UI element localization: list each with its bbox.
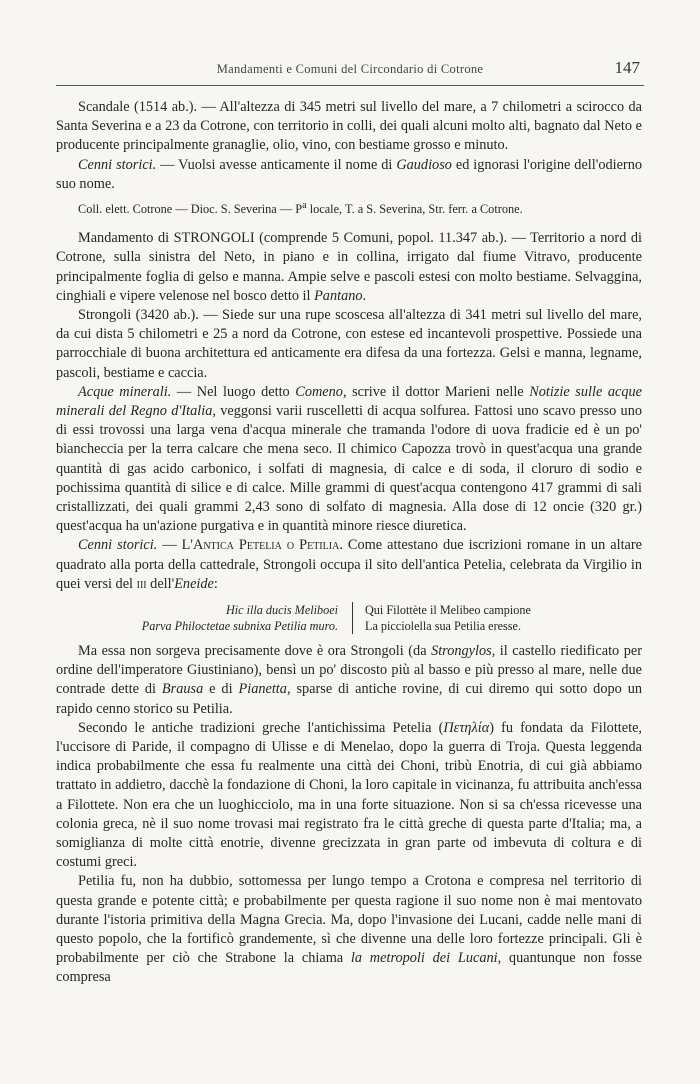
italic-term: Strongylos xyxy=(431,642,492,659)
text: Strongoli (3420 ab.). — Siede sur una rupe scoscesa all'altezza di 341 metri sul livello del mare, da cui dista 5 chilometri e 25 a nord da Cotrone, con estese ed incantevoli prospettive. Possiede una parrocchiale di buona architettura ed anticamente era difesa da una fortezza. Gelsi e manna, legname, pascoli, bestiame e caccia. xyxy=(56,306,642,381)
text: , quantunque non fosse compresa xyxy=(56,950,642,986)
text: dell' xyxy=(146,575,175,592)
text: , il castello riedificato per ordine dell'imperatore Giustiniano), bensì un po' discosto più al basso e più presso al mare, nelle due contrade dette di xyxy=(56,642,642,698)
mandamento-name: STRONGOLI xyxy=(173,230,255,247)
page-number: 147 xyxy=(614,58,640,77)
greek-term: Πετηλία xyxy=(443,719,490,736)
text: , scrive il dottor Marieni nelle xyxy=(342,383,530,400)
verse-line: La picciolella sua Petilia eresse. xyxy=(365,618,522,633)
text: Mandamento di xyxy=(78,230,174,247)
verse-quote xyxy=(56,602,642,634)
text: Ma essa non sorgeva precisamente dove è ora Strongoli (da xyxy=(78,642,432,659)
text: Coll. elett. Cotrone — Dioc. S. Severina — P xyxy=(78,202,303,217)
book-number: iii xyxy=(136,575,147,592)
text: (comprende 5 Comuni, popol. 11.347 ab.). — Territorio a nord di Cotrone, sulla sinistra del Neto, in piano e in collina, irrigato dal fiume Vitravo, producente principalmente foglia di gelso e manna. Ampie selve e pascoli estesi con molto bestiame. Selvaggina, cinghiali e vipere velenose nel bosco detto il xyxy=(56,230,642,304)
smallcaps-term: Antica Petelia o Petilia xyxy=(193,537,340,554)
italic-heading: Acque minerali. xyxy=(78,383,172,400)
paragraph-scandale-history xyxy=(56,156,642,194)
paragraph-petelia-origin xyxy=(56,719,642,873)
page-header xyxy=(56,58,644,84)
text: , veggonsi varii ruscelletti di acqua solfurea. Fattosi uno scavo presso uno di essi trovossi una larga vena d'acqua minerale che tramanda l'odore di uova fradicie ed è un po' biancheccia per la terra calcare che mena seco. Il chimico Capozza trovò in quest'acqua una grande quantità di gas acido carbonico, i solfati di magnesia, di calce e di soda, il cloruro di sodio e pochissima quantità di silice e di calce. Mille grammi di quest'acqua contengono 417 grammi di sali cristallizzati, dei quali grammi 2,43 sono di solfato di magnesia. Alla dose di 12 oncie (320 gr.) quest'acqua ha un'azione purgativa e in quantità minore riesce diuretica. xyxy=(56,402,643,535)
paragraph-petelia-site xyxy=(56,642,642,719)
verse-line: Parva Philoctetae subnixa Petilia muro. xyxy=(141,618,338,633)
italic-heading: Cenni storici. xyxy=(78,156,157,173)
text: ) fu fondata da Filottete, l'uccisore di Paride, il compagno di Ulisse e di Menelao, dopo la guerra di Troja. Questa leggenda indica probabilmente che essa fu realmente una città dei Choni, tribù Enotria, di cui già abbiamo trattato in addietro, dacchè la fondazione di Choni, la loro capitale in vicinanza, fu attribuita anch'essa a Filottete. Non era che un luoghicciolo, ma in una forte situazione. Non si sa ch'essa ricevesse una colonia greca, nè il suo nome trovasi mai registrato fra le città greche di questa parte d'Italia; ma, a somiglianza di molte città enotrie, divenne grecizzata in gran parte od imbevuta di coltura e di costumi greci. xyxy=(56,719,643,871)
italic-term: Pantano xyxy=(314,287,363,304)
italic-title: Eneide xyxy=(174,575,214,592)
paragraph-strongoli-history xyxy=(56,536,642,594)
text: ed ignorasi l'origine dell'odierno suo nome. xyxy=(56,156,642,192)
italic-term: Pianetta xyxy=(238,681,287,698)
paragraph-scandale-admin xyxy=(56,198,642,217)
text: Secondo le antiche tradizioni greche l'antichissima Petelia ( xyxy=(78,719,444,736)
italic-term: Brausa xyxy=(161,681,204,698)
verse-line: Qui Filottète il Melibeo campione xyxy=(365,602,531,617)
italian-verse xyxy=(353,602,531,634)
verse-line: Hic illa ducis Meliboei xyxy=(225,602,338,617)
paragraph-mandamento-strongoli xyxy=(56,229,642,306)
text: e di xyxy=(203,681,239,698)
text: , sparse di antiche rovine, di cui diremo qui sotto dopo un rapido cenno storico su Petilia. xyxy=(56,681,642,717)
superscript: a xyxy=(302,200,307,212)
text: . Come attestano due iscrizioni romane in un altare quadrato alla porta della cattedrale, Strongoli occupa il sito dell'antica Petelia, celebrata da Virgilio in quei versi del xyxy=(56,537,643,592)
italic-term: Comeno xyxy=(295,383,343,400)
paragraph-scandale xyxy=(56,98,642,156)
italic-term: la metropoli dei Lucani xyxy=(350,950,498,967)
paragraph-acque-minerali xyxy=(56,383,642,537)
text: . xyxy=(362,287,367,304)
italic-heading: Cenni storici. xyxy=(78,537,158,554)
text: locale, T. a S. Severina, Str. ferr. a Cotrone. xyxy=(306,202,523,217)
paragraph-petelia-crotona xyxy=(56,872,642,987)
latin-verse xyxy=(56,602,353,634)
text: Scandale (1514 ab.). — All'altezza di 345 metri sul livello del mare, a 7 chilometri a scirocco da Santa Severina e a 23 da Cotrone, con territorio in colli, dei quali alcuni molto alti, bagnato dal Neto e producente principalmente granaglie, olio, vino, con bestiame grosso e minuto. xyxy=(56,99,642,154)
italic-title: Notizie sulle acque minerali del Regno d'Italia xyxy=(56,383,642,419)
text: — L' xyxy=(157,537,193,554)
text: — Vuolsi avesse anticamente il nome di xyxy=(156,156,397,173)
header-rule xyxy=(56,85,644,86)
page-body xyxy=(56,98,642,988)
running-title: Mandamenti e Comuni del Circondario di Cotrone xyxy=(216,62,484,76)
text: : xyxy=(213,575,218,592)
paragraph-strongoli xyxy=(56,306,642,383)
text: Petilia fu, non ha dubbio, sottomessa per lungo tempo a Crotona e compresa nel territorio di questa grande e potente città; e probabilmente per questa ragione il suo nome non è mai mentovato durante l'istoria primitiva della Magna Grecia. Ma, dopo l'invasione dei Lucani, cadde nelle mani di questo popolo, che la fortificò grandemente, sì che divenne una delle loro fortezze principali. Gli è probabilmente per ciò che Strabone la chiama xyxy=(56,873,642,967)
italic-term: Gaudioso xyxy=(396,156,452,173)
text: — Nel luogo detto xyxy=(171,383,296,400)
